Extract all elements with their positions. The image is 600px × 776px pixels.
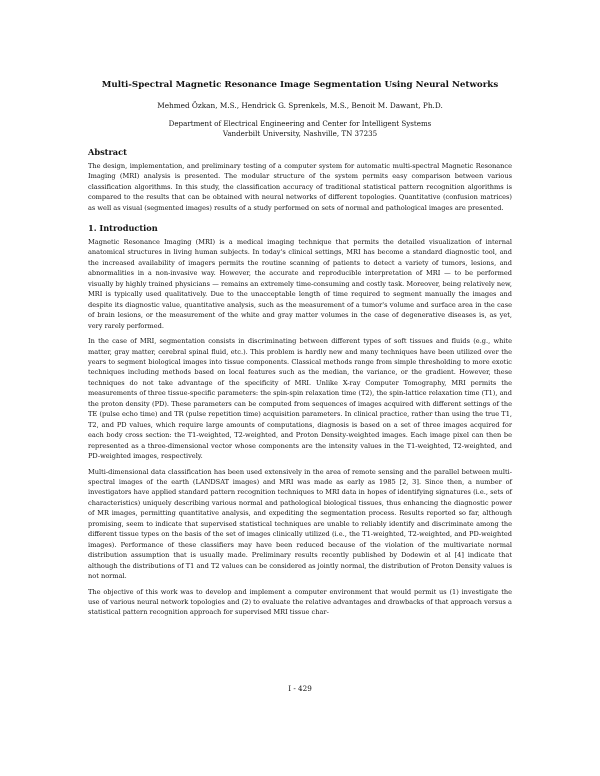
affiliation-department: Department of Electrical Engineering and Center for Intelligent Systems [168,119,432,128]
paper-title: Multi-Spectral Magnetic Resonance Image Segmentation Using Neural Networks [101,80,499,90]
author-list: Mehmed Özkan, M.S., Hendrick G. Sprenkels, M.S., Benoit M. Dawant, Ph.D. [157,101,443,110]
affiliation [60,119,540,139]
intro-paragraph-2: In the case of MRI, segmentation consists in discriminating between different types of soft tissues and fluids (e.g., white matter, gray matter, cerebral spinal fluid, etc.). This problem is hardly new and many techniques have been utilized over the years to segment biological images into tissue components. Classical methods range from simple thresholding to more exotic techniques including methods based on local features such as the median, the variance, or the gradient. However, these techniques do not take advantage of the specificity of MRI. Unlike X-ray Computer Tomography, MRI permits the measurements of three tissue-specific parameters: the spin-spin relaxation time (T2), the spin-lattice relaxation time (T1), and the proton density (PD). These parameters can be computed from sequences of images acquired with different settings of the TE (pulse echo time) and TR (pulse repetition time) acquisition parameters. In clinical practice, rather than using the true T1, T2, and PD values, which require large amounts of computations, diagnosis is based on a set of three images acquired for each body cross section: the T1-weighted, T2-weighted, and Proton Density-weighted images. Each image pixel can then be represented as a three-dimensional vector whose components are the intensity values in the T1-weighted, T2-weighted, and PD-weighted images, respectively. [88,337,512,461]
intro-paragraph-1: Magnetic Resonance Imaging (MRI) is a medical imaging technique that permits the detailed visualization of internal anatomical structures in living human subjects. In today's clinical settings, MRI has become a standard diagnostic tool, and the increased availability of imagers permits the routine scanning of patients to detect a variety of tumors, lesions, and abnormalities in a non-invasive way. However, the accurate and reproducible interpretation of MRI — to be performed visually by highly trained physicians — remains an extremely time-consuming and costly task. Moreover, being relatively new, MRI is typically used qualitatively. Due to the unacceptable length of time required to segment manually the images and despite its diagnostic value, quantitative analysis, such as the measurement of a tumor's volume and surface area in the case of brain lesions, or the measurement of the white and gray matter volumes in the case of degenerative diseases is, as yet, very rarely performed. [88,238,512,330]
affiliation-university: Vanderbilt University, Nashville, TN 37235 [222,129,378,138]
page-number: I - 429 [288,684,312,693]
intro-paragraph-3: Multi-dimensional data classification has been used extensively in the area of remote sensing and the parallel between multi-spectral images of the earth (LANDSAT images) and MRI was made as early as 1985 [2, 3]. Since then, a number of investigators have applied standard pattern recognition techniques to MRI data in hopes of identifying signatures (i.e., sets of characteristics) uniquely describing various normal and pathological biological tissues, thus enhancing the diagnostic power of MR images, permitting quantitative analysis, and expediting the segmentation process. Results reported so far, although promising, seem to indicate that supervised statistical techniques are unable to reliably identify and discriminate among the different tissue types on the basis of the set of images clinically utilized (i.e., the T1-weighted, T2-weighted, and PD-weighted images). Performance of these classifiers may have been reduced because of the violation of the multivariate normal distribution assumption that is usually made. Preliminary results recently published by Dodewin et al [4] indicate that although the distributions of T1 and T2 values can be considered as jointly normal, the distribution of Proton Density values is not normal. [88,467,512,581]
abstract-heading: Abstract [88,147,127,157]
abstract-text: The design, implementation, and preliminary testing of a computer system for automatic multi-spectral Magnetic Resonance Imaging (MRI) analysis is presented. The modular structure of the system permits easy comparison between various classification algorithms. In this study, the classification accuracy of traditional statistical pattern recognition algorithms is compared to the results that can be obtained with neural networks of different topologies. Quantitative (confusion matrices) as well as visual (segmented images) results of a study performed on sets of normal and pathological images are presented. [88,162,512,212]
introduction-section [88,223,512,618]
abstract-section [88,147,512,213]
intro-paragraph-4: The objective of this work was to develop and implement a computer environment that would permit us (1) investigate the use of various neural network topologies and (2) to evaluate the relative advantages and drawbacks of that approach versus a statistical pattern recognition approach for supervised MRI tissue char- [88,587,512,617]
section-heading-introduction: 1. Introduction [88,223,158,233]
